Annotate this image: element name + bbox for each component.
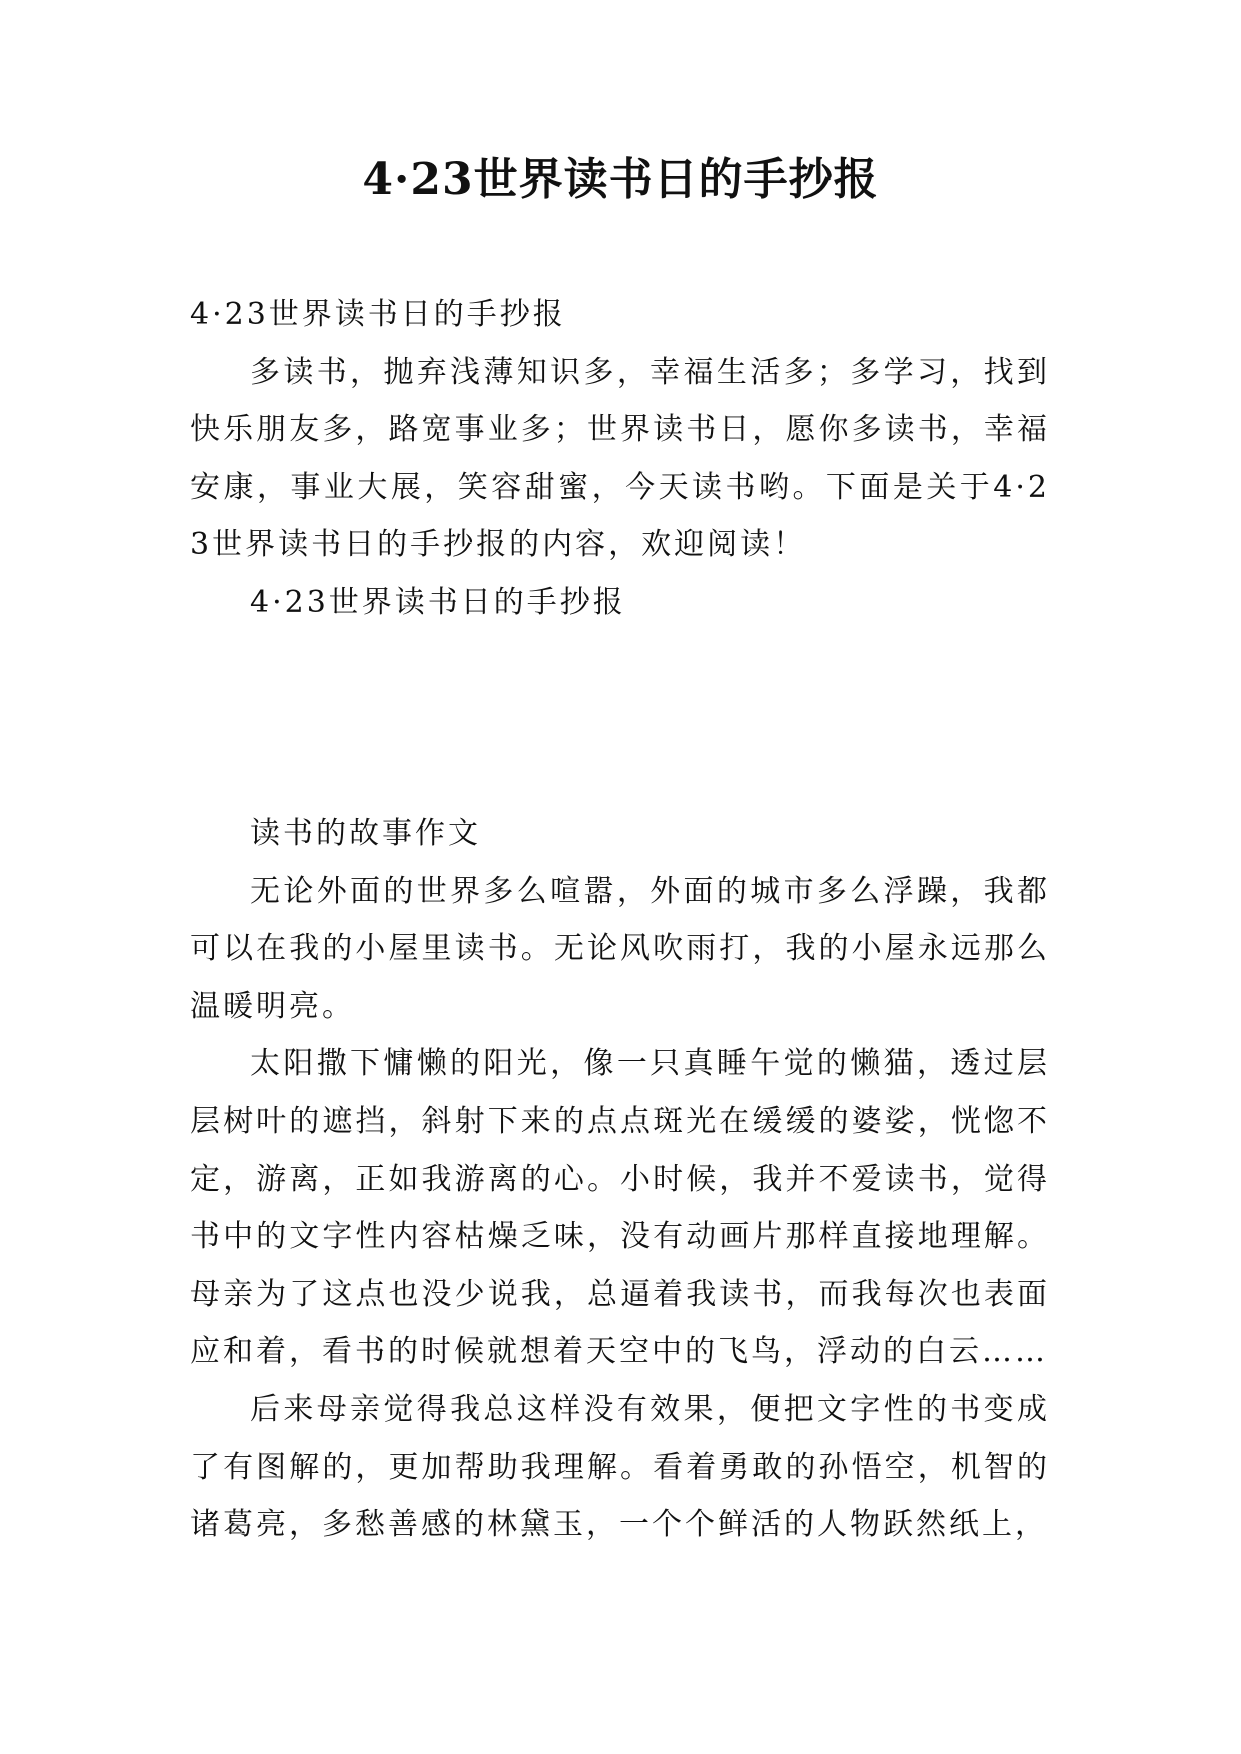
essay-title: 读书的故事作文	[250, 816, 481, 851]
intro-paragraph: 多读书，抛弃浅薄知识多，幸福生活多；多学习，找到快乐朋友多，路宽事业多；世界读书日，愿你多读书，幸福安康，事业大展，笑容甜蜜，今天读书哟。下面是关于4·23世界读书日的手抄报的内容，欢迎阅读！	[190, 354, 1050, 563]
essay-paragraph-1: 无论外面的世界多么喧嚣，外面的城市多么浮躁，我都可以在我的小屋里读书。无论风吹雨打，我的小屋永远那么温暖明亮。	[190, 873, 1050, 1024]
document-title: 4·23世界读书日的手抄报	[362, 154, 879, 205]
section-heading: 4·23世界读书日的手抄报	[250, 584, 626, 620]
essay-paragraph-2: 太阳撒下慵懒的阳光，像一只真睡午觉的懒猫，透过层层树叶的遮挡，斜射下来的点点斑光在缓缓的婆娑，恍惚不定，游离，正如我游离的心。小时候，我并不爱读书，觉得书中的文字性内容枯燥乏味，没有动画片那样直接地理解。母亲为了这点也没少说我，总逼着我读书，而我每次也表面应和着，看书的时候就想着天空中的飞鸟，浮动的白云……	[190, 1046, 1050, 1370]
essay-section	[190, 805, 1050, 1554]
subtitle-line: 4·23世界读书日的手抄报	[190, 297, 566, 332]
intro-section	[190, 286, 1050, 632]
essay-paragraph-3: 后来母亲觉得我总这样没有效果，便把文字性的书变成了有图解的，更加帮助我理解。看着勇敢的孙悟空，机智的诸葛亮，多愁善感的林黛玉，一个个鲜活的人物跃然纸上，	[190, 1391, 1050, 1543]
